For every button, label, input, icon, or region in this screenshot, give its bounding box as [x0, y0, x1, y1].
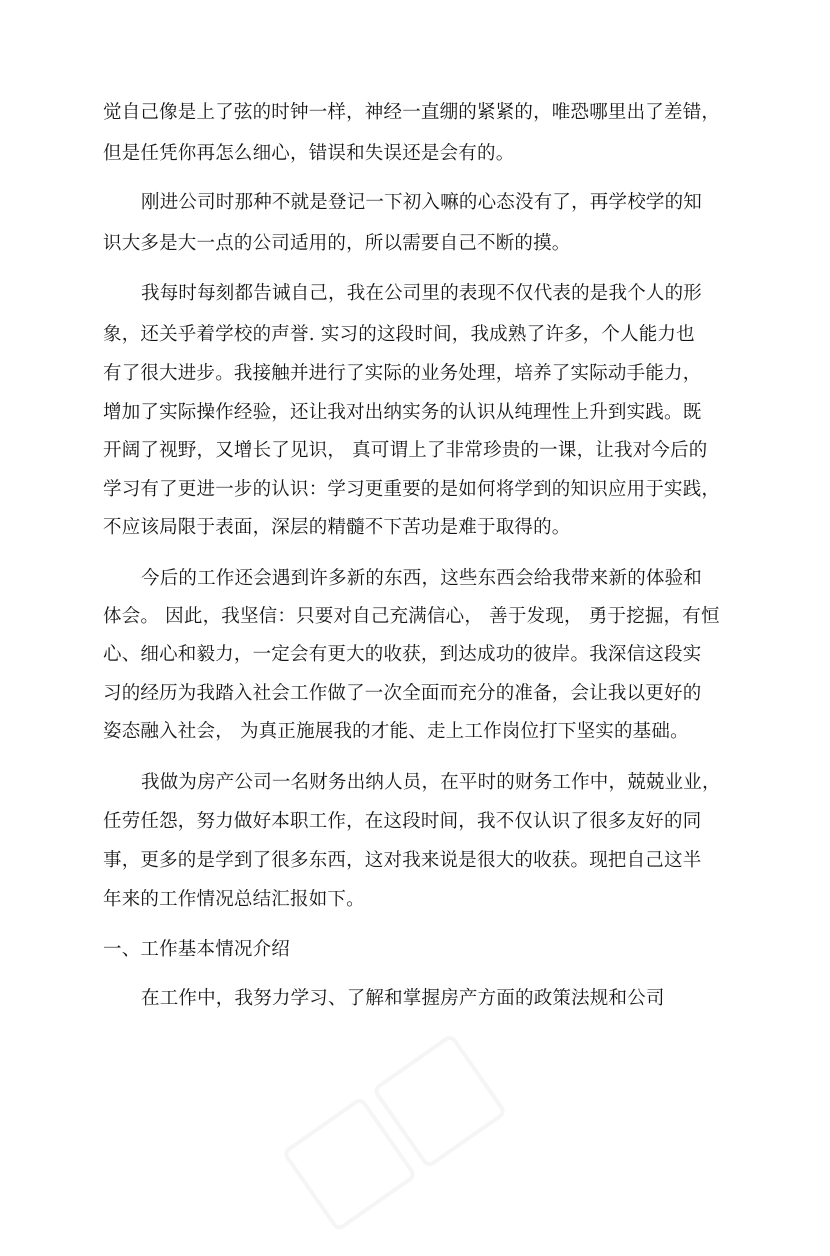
- text-line: 象，还关乎着学校的声誉. 实习的这段时间，我成熟了许多，个人能力也: [103, 324, 695, 345]
- text-line: 识大多是大一点的公司适用的，所以需要自己不断的摸。: [103, 233, 571, 254]
- text-line: 有了很大进步。我接触并进行了实际的业务处理，培养了实际动手能力，: [103, 363, 702, 384]
- text-line: 在工作中，我努力学习、了解和掌握房产方面的政策法规和公司: [141, 988, 665, 1009]
- text-line: 心、细心和毅力，一定会有更大的收获，到达成功的彼岸。我深信这段实: [103, 644, 702, 665]
- text-line: 学习有了更进一步的认识：学习更重要的是如何将学到的知识应用于实践，: [103, 479, 721, 500]
- text-line: 事，更多的是学到了很多东西，这对我来说是很大的收获。现把自己这半: [103, 850, 702, 871]
- text-line: 姿态融入社会， 为真正施展我的才能、走上工作岗位打下坚实的基础。: [103, 721, 689, 742]
- text-line: 增加了实际操作经验，还让我对出纳实务的认识从纯理性上升到实践。既: [103, 402, 702, 423]
- watermark-stamp: [262, 1004, 539, 1256]
- text-line: 但是任凭你再怎么细心，错误和失误还是会有的。: [103, 143, 515, 164]
- text-line: 我做为房产公司一名财务出纳人员，在平时的财务工作中，兢兢业业，: [141, 772, 721, 793]
- text-line: 体会。 因此，我坚信：只要对自己充满信心， 善于发现， 勇于挖掘，有恒: [103, 606, 720, 627]
- text-line: 今后的工作还会遇到许多新的东西，这些东西会给我带来新的体验和: [141, 568, 703, 589]
- text-line: 刚进公司时那种不就是登记一下初入嘛的心态没有了，再学校学的知: [141, 192, 703, 213]
- text-line: 年来的工作情况总结汇报如下。: [103, 889, 365, 910]
- text-line: 开阔了视野，又增长了见识， 真可谓上了非常珍贵的一课，让我对今后的: [103, 440, 708, 461]
- text-line: 我每时每刻都告诫自己，我在公司里的表现不仅代表的是我个人的形: [141, 283, 703, 304]
- text-line: 不应该局限于表面，深层的精髓不下苦功是难于取得的。: [103, 517, 571, 538]
- text-line: 觉自己像是上了弦的时钟一样，神经一直绷的紧紧的，唯恐哪里出了差错，: [103, 102, 721, 123]
- text-line: 习的经历为我踏入社会工作做了一次全面而充分的准备，会让我以更好的: [103, 683, 702, 704]
- section-heading: 一、工作基本情况介绍: [103, 939, 291, 960]
- text-line: 任劳任怨，努力做好本职工作，在这段时间，我不仅认识了很多友好的同: [103, 811, 702, 832]
